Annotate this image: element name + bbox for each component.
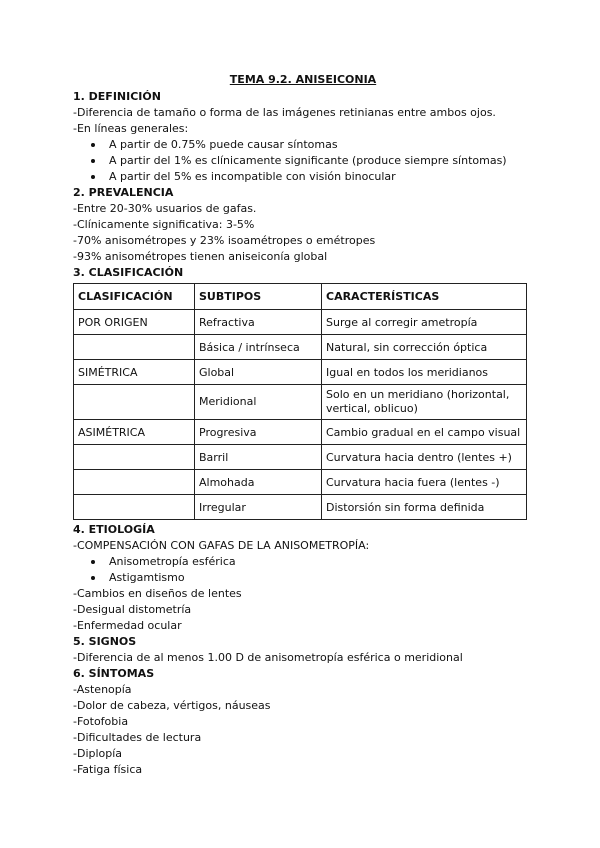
text-line: -Cambios en diseños de lentes xyxy=(73,587,242,600)
text-line: -Desigual distometría xyxy=(73,603,192,616)
column-header: CARACTERÍSTICAS xyxy=(322,284,527,310)
table-cell: POR ORIGEN xyxy=(74,310,195,335)
classification-table xyxy=(73,283,527,520)
text-line: -Diferencia de tamaño o forma de las imágenes retinianas entre ambos ojos. xyxy=(73,106,496,119)
bullet-item: Anisometropía esférica xyxy=(73,554,533,570)
table-header-row xyxy=(74,284,527,310)
text-line: -Fatiga física xyxy=(73,763,143,776)
table-cell xyxy=(74,470,195,495)
section-heading-etiologia: 4. ETIOLOGÍA xyxy=(73,523,155,536)
table-cell: Básica / intrínseca xyxy=(195,335,322,360)
column-header: SUBTIPOS xyxy=(195,284,322,310)
table-cell: Progresiva xyxy=(195,420,322,445)
bullet-item: Astigamtismo xyxy=(73,570,533,586)
bullet-item: A partir del 5% es incompatible con visión binocular xyxy=(73,169,533,185)
table-cell: Surge al corregir ametropía xyxy=(322,310,527,335)
table-row xyxy=(74,310,527,335)
table-cell xyxy=(74,385,195,420)
text-line: -Diferencia de al menos 1.00 D de anisometropía esférica o meridional xyxy=(73,651,463,664)
table-cell: Cambio gradual en el campo visual xyxy=(322,420,527,445)
table-row xyxy=(74,445,527,470)
table-cell: Solo en un meridiano (horizontal, vertical, oblicuo) xyxy=(322,385,527,420)
text-line: -Diplopía xyxy=(73,747,123,760)
table-row xyxy=(74,470,527,495)
text-line: -70% anisométropes y 23% isoamétropes o emétropes xyxy=(73,234,376,247)
column-header: CLASIFICACIÓN xyxy=(74,284,195,310)
table-cell: Natural, sin corrección óptica xyxy=(322,335,527,360)
table-cell: Almohada xyxy=(195,470,322,495)
document-page xyxy=(73,72,533,778)
table-cell: Curvatura hacia dentro (lentes +) xyxy=(322,445,527,470)
table-cell: SIMÉTRICA xyxy=(74,360,195,385)
table-cell xyxy=(74,335,195,360)
section-heading-clasificacion: 3. CLASIFICACIÓN xyxy=(73,266,184,279)
text-line: -Dolor de cabeza, vértigos, náuseas xyxy=(73,699,271,712)
table-row xyxy=(74,420,527,445)
table-row xyxy=(74,360,527,385)
section-heading-sintomas: 6. SÍNTOMAS xyxy=(73,667,155,680)
table-cell: Igual en todos los meridianos xyxy=(322,360,527,385)
text-line: -Dificultades de lectura xyxy=(73,731,202,744)
table-cell: Curvatura hacia fuera (lentes -) xyxy=(322,470,527,495)
table-cell xyxy=(74,445,195,470)
table-row xyxy=(74,335,527,360)
text-line: -COMPENSACIÓN CON GAFAS DE LA ANISOMETROPÍA: xyxy=(73,539,370,552)
bullet-item: A partir de 0.75% puede causar síntomas xyxy=(73,137,533,153)
table-row xyxy=(74,495,527,520)
text-line: -Astenopía xyxy=(73,683,132,696)
document-title: TEMA 9.2. ANISEICONIA xyxy=(229,73,377,86)
bullet-list xyxy=(73,137,533,185)
table-cell: ASIMÉTRICA xyxy=(74,420,195,445)
text-line: -93% anisométropes tienen aniseiconía global xyxy=(73,250,328,263)
table-cell: Distorsión sin forma definida xyxy=(322,495,527,520)
section-heading-definicion: 1. DEFINICIÓN xyxy=(73,90,161,103)
table-cell: Barril xyxy=(195,445,322,470)
table-cell: Global xyxy=(195,360,322,385)
table-cell: Refractiva xyxy=(195,310,322,335)
section-heading-signos: 5. SIGNOS xyxy=(73,635,137,648)
table-row xyxy=(74,385,527,420)
text-line: -En líneas generales: xyxy=(73,122,189,135)
bullet-item: A partir del 1% es clínicamente significante (produce siempre síntomas) xyxy=(73,153,533,169)
text-line: -Enfermedad ocular xyxy=(73,619,182,632)
text-line: -Fotofobia xyxy=(73,715,129,728)
text-line: -Entre 20-30% usuarios de gafas. xyxy=(73,202,257,215)
table-cell: Irregular xyxy=(195,495,322,520)
section-heading-prevalencia: 2. PREVALENCIA xyxy=(73,186,174,199)
text-line: -Clínicamente significativa: 3-5% xyxy=(73,218,255,231)
table-cell: Meridional xyxy=(195,385,322,420)
bullet-list xyxy=(73,554,533,586)
table-cell xyxy=(74,495,195,520)
